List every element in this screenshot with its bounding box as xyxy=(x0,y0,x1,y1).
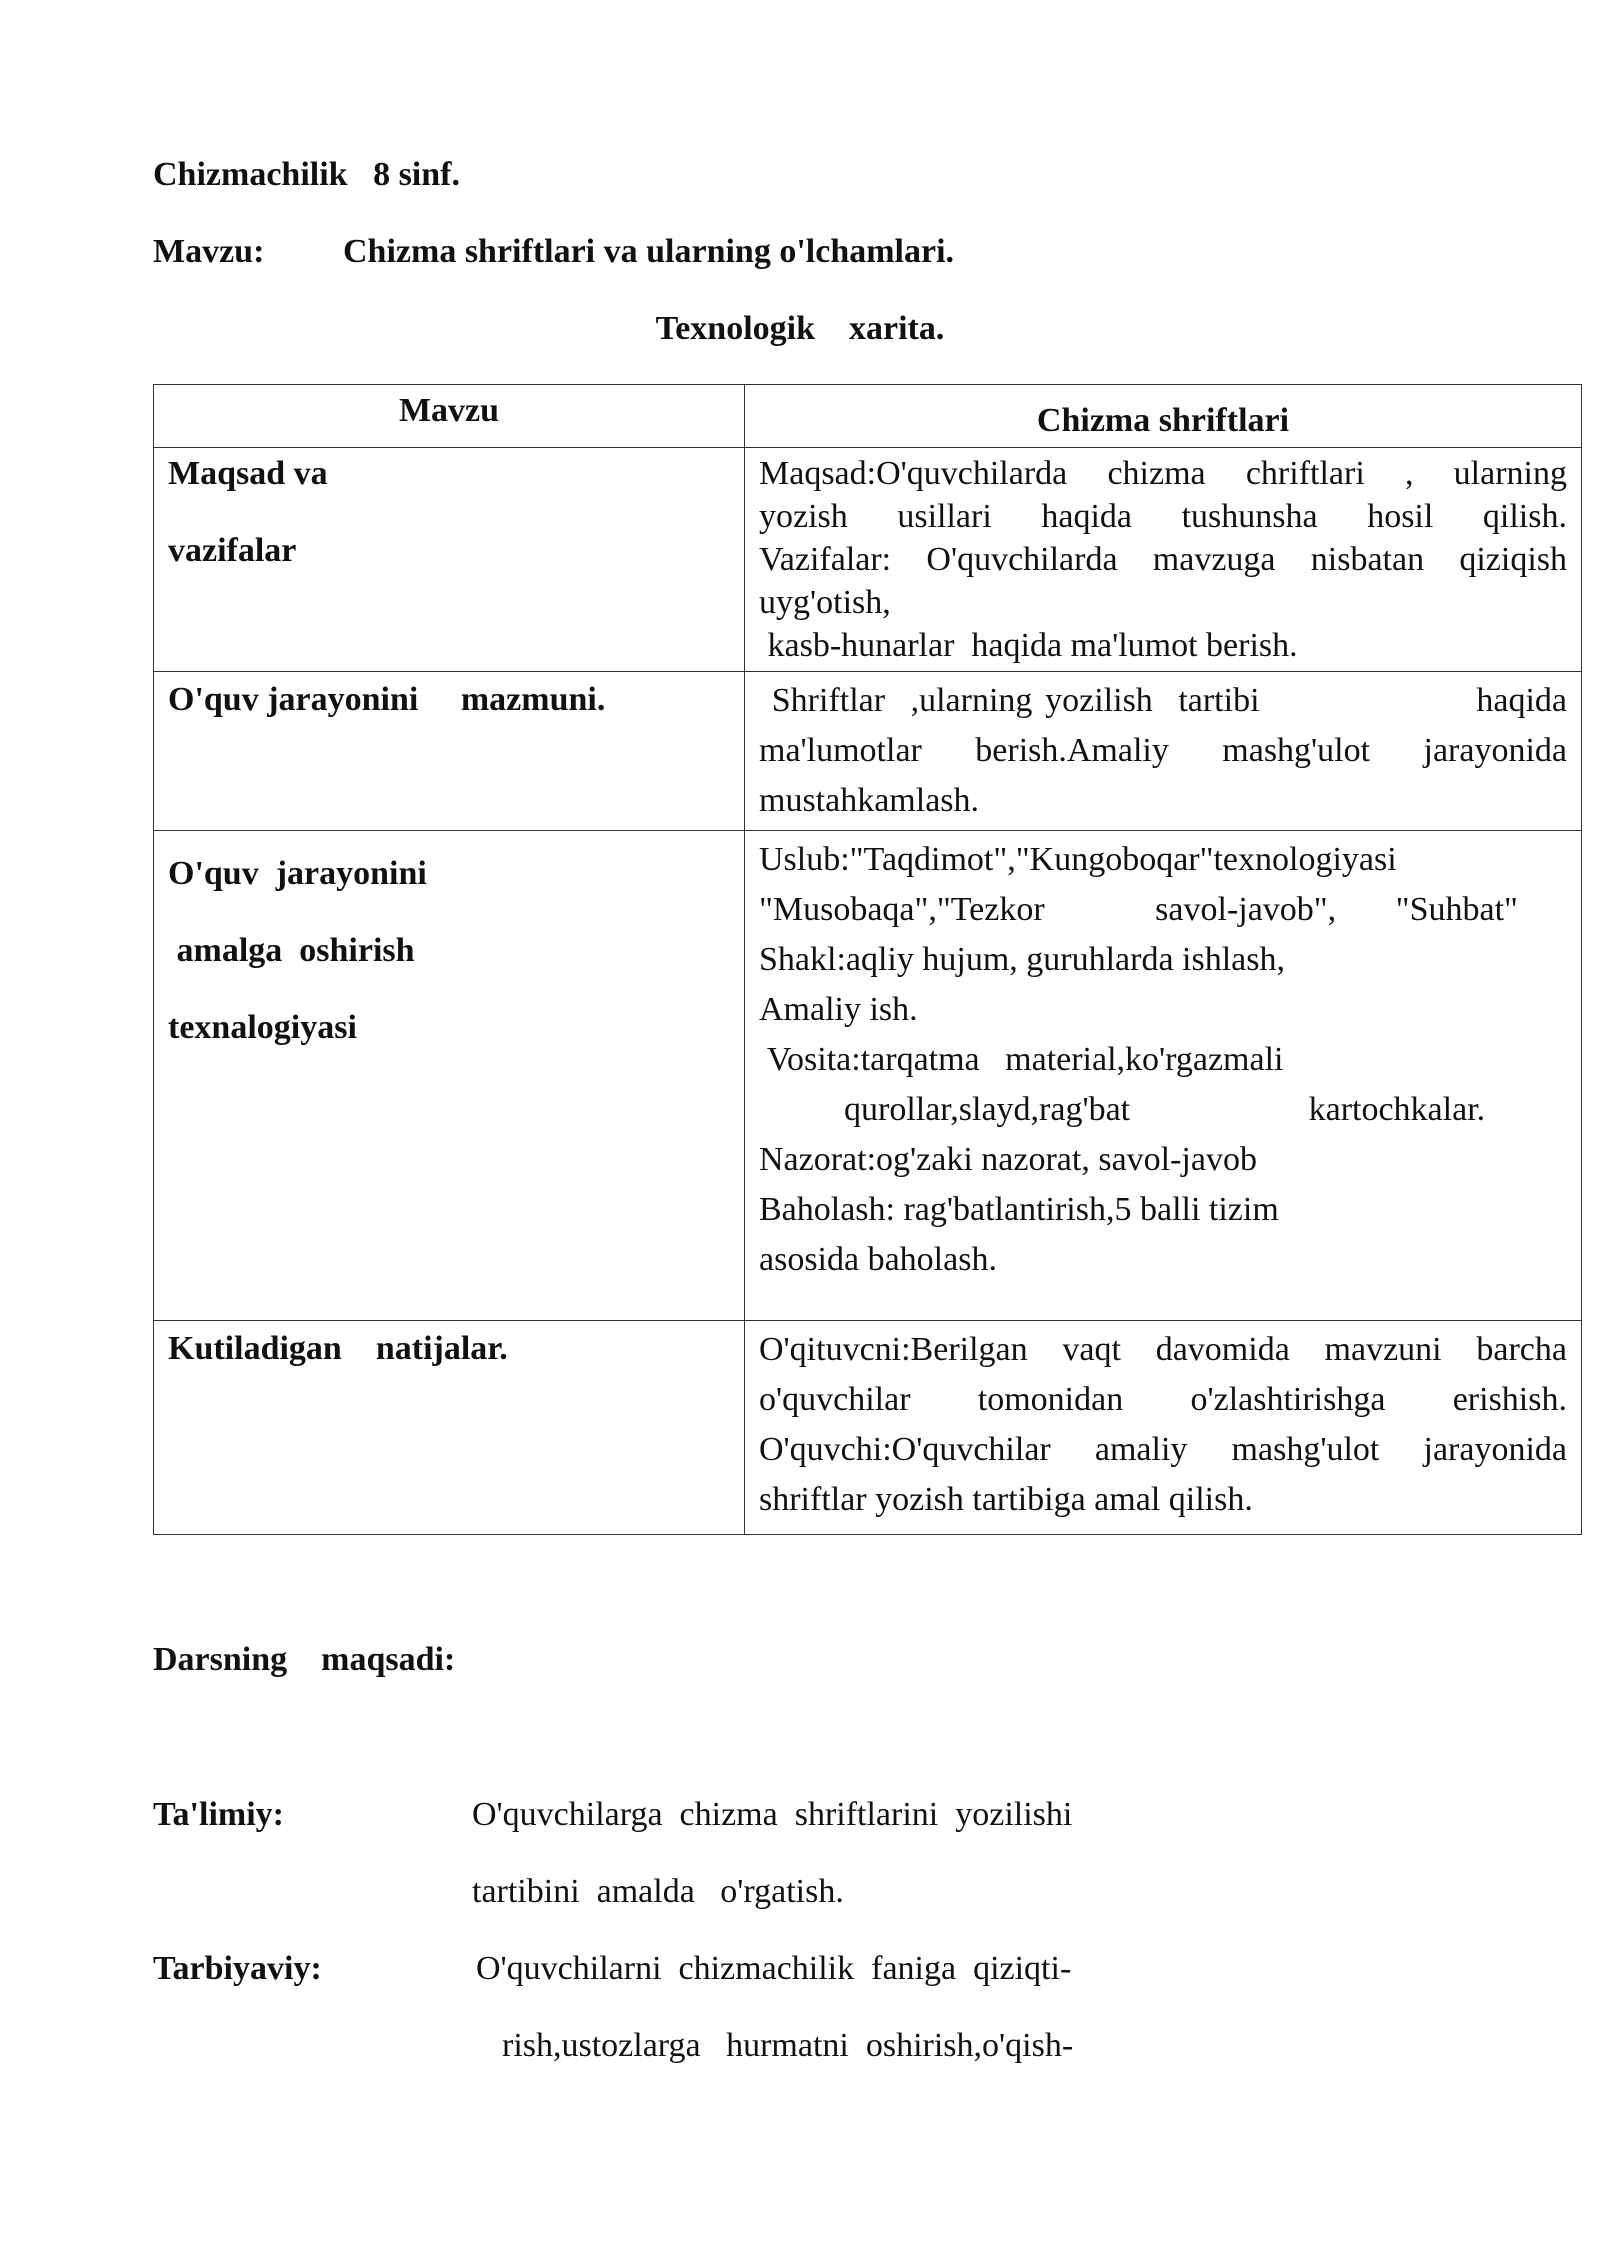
content-line: O'qituvcni:Berilgan vaqt davomida mavzuni barcha xyxy=(759,1331,1567,1368)
table-row xyxy=(154,448,1582,672)
content-line: Vosita:tarqatma material,ko'rgazmali xyxy=(759,1041,1284,1078)
row-label-line: texnalogiyasi xyxy=(168,1009,357,1046)
tarbiyaviy-text-line: rish,ustozlarga hurmatni oshirish,o'qish- xyxy=(502,2027,1074,2064)
row-label-line: O'quv jarayonini xyxy=(168,855,427,892)
row-label-line: Maqsad va xyxy=(168,455,328,492)
content-line: Baholash: rag'batlantirish,5 balli tizim xyxy=(759,1191,1279,1228)
content-line: o'quvchilar tomonidan o'zlashtirishga erishish. xyxy=(759,1381,1567,1418)
row-label-line: O'quv jarayonini mazmuni. xyxy=(168,681,606,718)
content-line: Maqsad:O'quvchilarda chizma chriftlari , ularning xyxy=(759,455,1567,492)
talimiy-label: Ta'limiy: xyxy=(153,1796,284,1833)
row-label-line: amalga oshirish xyxy=(168,932,415,969)
content-line: asosida baholash. xyxy=(759,1241,997,1278)
table-header-right: Chizma shriftlari xyxy=(745,385,1582,448)
content-line: Nazorat:og'zaki nazorat, savol-javob xyxy=(759,1141,1257,1178)
content-line: kasb-hunarlar haqida ma'lumot berish. xyxy=(759,627,1298,664)
content-line: qurollar,slayd,rag'bat kartochkalar. xyxy=(759,1091,1486,1128)
content-line: Uslub:"Taqdimot","Kungoboqar"texnologiyasi xyxy=(759,841,1397,878)
topic-label: Mavzu: xyxy=(153,233,265,270)
content-line: Vazifalar: O'quvchilarda mavzuga nisbatan qiziqish xyxy=(759,541,1567,578)
tarbiyaviy-label: Tarbiyaviy: xyxy=(153,1950,322,1987)
goals-heading: Darsning maqsadi: xyxy=(153,1641,456,1678)
content-line: ma'lumotlar berish.Amaliy mashg'ulot jarayonida xyxy=(759,732,1567,769)
content-line: uyg'otish, xyxy=(759,584,891,621)
row-content-cell xyxy=(745,831,1582,1321)
row-label-cell xyxy=(154,831,745,1321)
technology-map-table xyxy=(153,384,1582,1535)
talimiy-text-line: O'quvchilarga chizma shriftlarini yozilishi xyxy=(472,1796,1073,1833)
content-line: yozish usillari haqida tushunsha hosil qilish. xyxy=(759,498,1567,535)
map-title: Texnologik xarita. xyxy=(655,310,945,347)
talimiy-text-line: tartibini amalda o'rgatish. xyxy=(472,1873,844,1910)
table-row xyxy=(154,672,1582,831)
topic-value: Chizma shriftlari va ularning o'lchamlari. xyxy=(343,233,955,270)
tarbiyaviy-text-line: O'quvchilarni chizmachilik faniga qiziqti- xyxy=(476,1950,1072,1987)
row-content-cell xyxy=(745,672,1582,831)
row-label-cell xyxy=(154,448,745,672)
table-header-left: Mavzu xyxy=(154,385,745,448)
row-content-cell xyxy=(745,448,1582,672)
content-line: mustahkamlash. xyxy=(759,782,980,819)
content-line: "Musobaqa","Tezkor savol-javob", "Suhbat" xyxy=(759,891,1518,928)
content-line: Shakl:aqliy hujum, guruhlarda ishlash, xyxy=(759,941,1285,978)
content-line: Shriftlar ,ularning yozilish tartibi haqida xyxy=(759,682,1567,719)
row-content-cell xyxy=(745,1321,1582,1535)
content-line: shriftlar yozish tartibiga amal qilish. xyxy=(759,1481,1253,1518)
table-row xyxy=(154,1321,1582,1535)
row-label-cell xyxy=(154,672,745,831)
row-label-line: vazifalar xyxy=(168,532,297,569)
row-label-line: Kutiladigan natijalar. xyxy=(168,1330,508,1367)
row-label-cell xyxy=(154,1321,745,1535)
content-line: O'quvchi:O'quvchilar amaliy mashg'ulot jarayonida xyxy=(759,1431,1567,1468)
table-header-row xyxy=(154,385,1582,448)
content-line: Amaliy ish. xyxy=(759,991,918,1028)
table-row xyxy=(154,831,1582,1321)
subject-title: Chizmachilik 8 sinf. xyxy=(153,156,460,193)
